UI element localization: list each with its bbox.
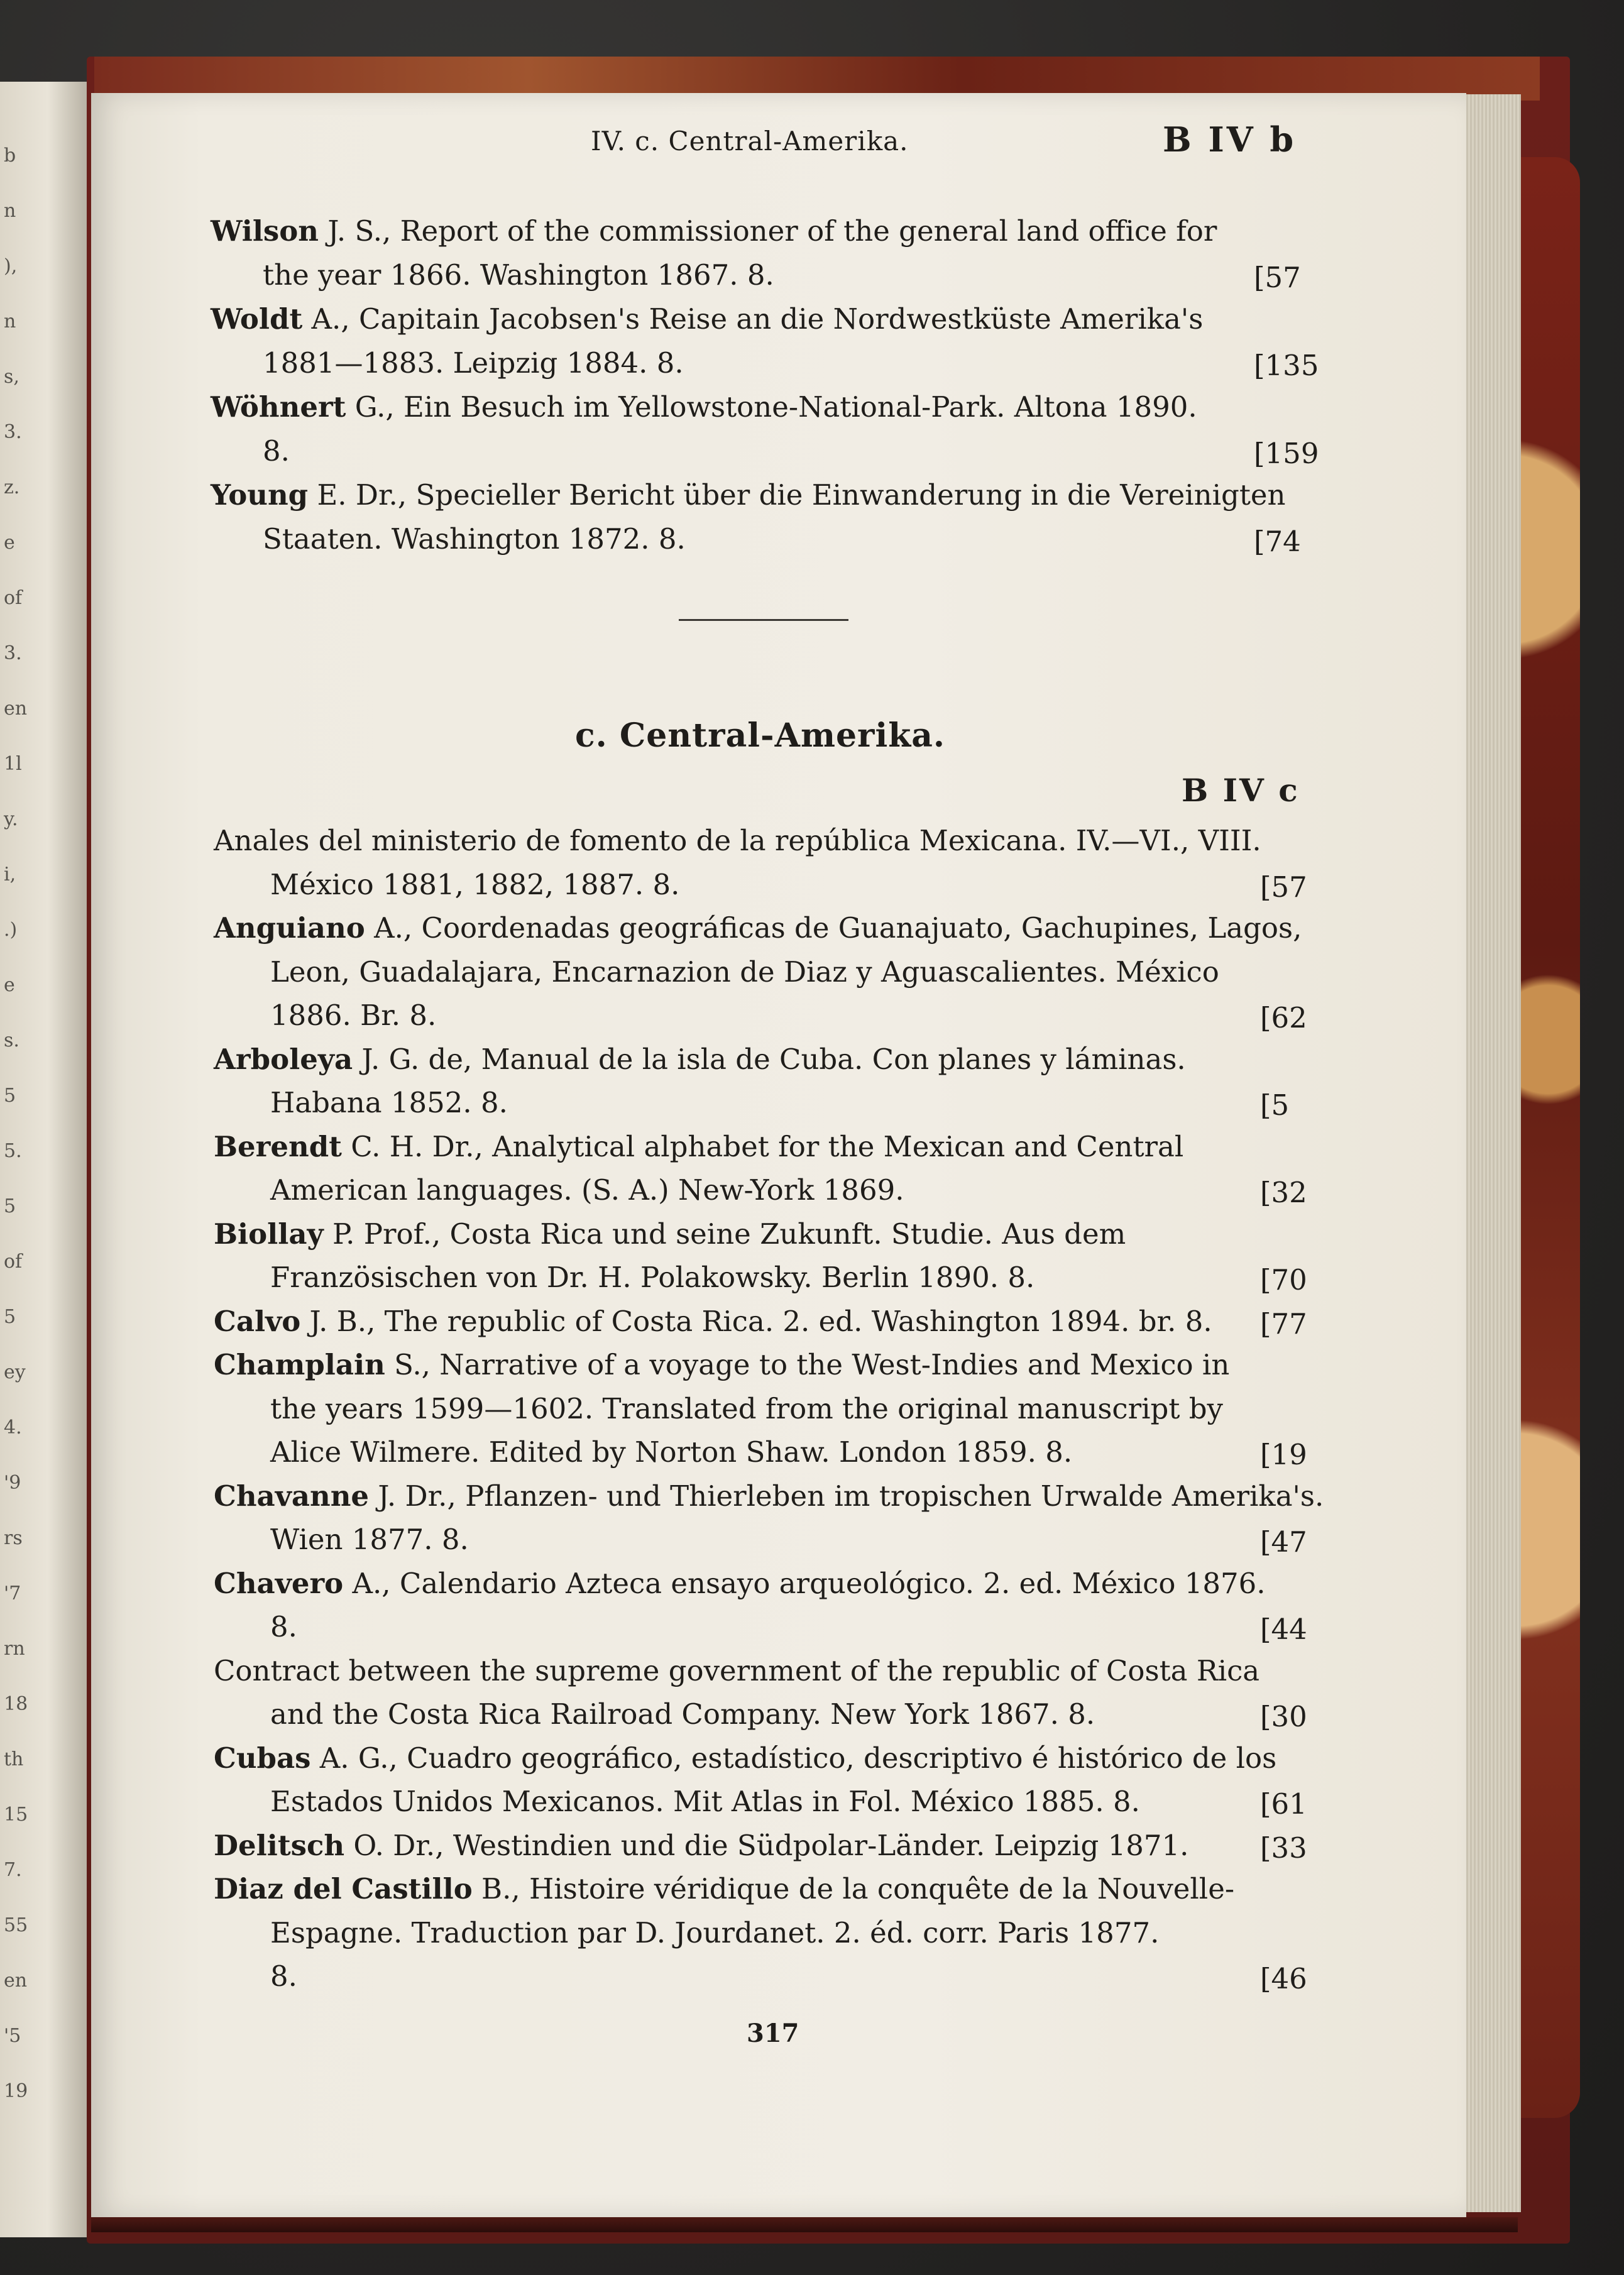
entry-text: J. S., Report of the commissioner of the general land office for xyxy=(319,214,1217,248)
entry-text: O. Dr., Westindien und die Südpolar-Länder. Leipzig 1871. xyxy=(344,1828,1189,1862)
entry-text: C. H. Dr., Analytical alphabet for the Mexican and Central xyxy=(341,1129,1184,1163)
left-margin-fragment: '9 xyxy=(4,1472,21,1494)
left-margin-fragment: s, xyxy=(4,366,19,388)
entry-line xyxy=(263,434,290,468)
entry-text: Wien 1877. 8. xyxy=(270,1523,469,1556)
left-margin-fragment: 5. xyxy=(4,1140,22,1162)
left-margin-fragment: n xyxy=(4,310,16,332)
entry-text: Alice Wilmere. Edited by Norton Shaw. London 1859. 8. xyxy=(270,1435,1073,1469)
left-margin-fragment: of xyxy=(4,1251,23,1273)
entry-number: [32 xyxy=(1260,1176,1307,1209)
entry-line xyxy=(270,955,1219,989)
left-margin-fragment: 5 xyxy=(4,1306,16,1328)
entry-line xyxy=(214,1042,1186,1076)
entry-line xyxy=(270,1088,508,1117)
entry-line xyxy=(263,346,684,380)
left-margin-fragment: 18 xyxy=(4,1693,28,1715)
entry-text: S., Narrative of a voyage to the West-Indies and Mexico in xyxy=(385,1348,1230,1381)
entry-line xyxy=(214,1653,1260,1687)
entry-text: 8. xyxy=(270,1610,297,1643)
left-margin-fragment: rn xyxy=(4,1638,25,1660)
section-divider xyxy=(679,619,848,621)
entry-text: and the Costa Rica Railroad Company. New York 1867. 8. xyxy=(270,1697,1095,1731)
entry-number: [57 xyxy=(1254,261,1301,294)
left-margin-fragment: e xyxy=(4,974,15,996)
entry-number: [47 xyxy=(1260,1525,1307,1559)
entry-author: Delitsch xyxy=(214,1828,345,1862)
entry-line xyxy=(270,1391,1223,1425)
left-margin-fragment: 7. xyxy=(4,1859,22,1881)
entry-line xyxy=(270,1173,904,1207)
entry-author: Champlain xyxy=(214,1348,385,1381)
left-margin-fragment: .) xyxy=(4,919,18,941)
entry-line xyxy=(211,390,1197,424)
left-margin-fragment: 19 xyxy=(4,2080,28,2102)
entry-line xyxy=(270,1916,1160,1949)
entry-line xyxy=(270,1525,469,1554)
entry-line xyxy=(270,1787,1140,1816)
entry-text: E. Dr., Specieller Bericht über die Einwanderung in die Vereinigten xyxy=(308,478,1286,512)
entry-text: Contract between the supreme government of the republic of Costa Rica xyxy=(214,1653,1260,1687)
left-margin-fragment: 4. xyxy=(4,1417,22,1439)
entry-author: Chavanne xyxy=(214,1479,370,1513)
left-margin-fragment: b xyxy=(4,145,16,167)
entry-line xyxy=(214,1872,1235,1905)
entry-number: [46 xyxy=(1260,1962,1307,1995)
entry-text: A., Capitain Jacobsen's Reise an die Nordwestküste Amerika's xyxy=(302,302,1204,336)
entry-text: Französischen von Dr. H. Polakowsky. Berlin 1890. 8. xyxy=(270,1261,1035,1294)
entry-number: [19 xyxy=(1260,1438,1307,1471)
entry-author: Wöhnert xyxy=(211,390,346,424)
entry-number: [61 xyxy=(1260,1787,1307,1821)
left-margin-fragment: 55 xyxy=(4,1914,28,1936)
entry-text: Leon, Guadalajara, Encarnazion de Diaz y Aguascalientes. México xyxy=(270,955,1219,989)
entry-author: Diaz del Castillo xyxy=(214,1872,473,1905)
left-margin-fragment: en xyxy=(4,698,28,720)
entry-number: [159 xyxy=(1254,437,1319,470)
entry-line xyxy=(270,1697,1095,1731)
left-margin-fragment: 5 xyxy=(4,1195,16,1217)
section-title: c. Central-Amerika. xyxy=(575,716,946,755)
entry-line xyxy=(214,1304,1212,1338)
entry-line xyxy=(214,1129,1184,1163)
entry-text: A. G., Cuadro geográfico, estadístico, descriptivo é histórico de los xyxy=(310,1741,1277,1775)
entry-text: the year 1866. Washington 1867. 8. xyxy=(263,258,774,292)
entry-author: Woldt xyxy=(211,302,303,336)
entry-text: Espagne. Traduction par D. Jourdanet. 2. éd. corr. Paris 1877. xyxy=(270,1916,1160,1949)
entry-line xyxy=(270,1610,297,1643)
left-margin-fragment: 3. xyxy=(4,421,22,443)
left-margin-fragment: i, xyxy=(4,863,16,885)
entry-author: Anguiano xyxy=(214,911,365,945)
left-margin-fragment: 3. xyxy=(4,642,22,664)
entry-line xyxy=(214,826,1261,855)
entry-text: J. G. de, Manual de la isla de Cuba. Con planes y láminas. xyxy=(353,1042,1186,1076)
left-margin-fragment: 1l xyxy=(4,753,22,775)
entry-author: Chavero xyxy=(214,1566,344,1600)
left-margin-fragment: ), xyxy=(4,255,18,277)
entry-text: 8. xyxy=(263,434,290,468)
left-margin-fragment: en xyxy=(4,1970,28,1992)
entry-line xyxy=(263,258,774,292)
entry-text: American languages. (S. A.) New-York 1869. xyxy=(270,1173,904,1207)
entry-author: Cubas xyxy=(214,1741,311,1775)
entry-number: [74 xyxy=(1254,525,1301,558)
left-page-text-fragments xyxy=(0,82,28,2237)
entry-number: [77 xyxy=(1260,1307,1307,1340)
left-margin-fragment: 5 xyxy=(4,1085,16,1107)
entry-number: [33 xyxy=(1260,1831,1307,1865)
entry-line xyxy=(263,522,686,556)
section-code-top: B IV b xyxy=(1163,119,1297,160)
entry-line xyxy=(214,1566,1266,1600)
entry-author: Young xyxy=(211,478,309,512)
entry-author: Arboleya xyxy=(214,1042,353,1076)
section-code: B IV c xyxy=(1182,772,1300,809)
left-margin-fragment: '7 xyxy=(4,1582,21,1604)
left-margin-fragment: of xyxy=(4,587,23,609)
entry-number: [135 xyxy=(1254,349,1319,382)
entry-number: [5 xyxy=(1260,1088,1290,1122)
entry-text: A., Calendario Azteca ensayo arqueológico. 2. ed. México 1876. xyxy=(343,1566,1266,1600)
entry-text: J. B., The republic of Costa Rica. 2. ed. Washington 1894. br. 8. xyxy=(300,1304,1212,1338)
entry-text: B., Histoire véridique de la conquête de la Nouvelle- xyxy=(472,1872,1235,1905)
entry-line xyxy=(270,1435,1073,1469)
entry-number: [44 xyxy=(1260,1613,1307,1646)
entry-line xyxy=(270,867,680,901)
entry-text: Staaten. Washington 1872. 8. xyxy=(263,522,686,556)
entry-author: Biollay xyxy=(214,1217,324,1251)
entry-number: [62 xyxy=(1260,1001,1307,1034)
entry-text: A., Coordenadas geográficas de Guanajuato, Gachupines, Lagos, xyxy=(365,911,1302,945)
entry-text: the years 1599—1602. Translated from the original manuscript by xyxy=(270,1391,1223,1425)
entry-number: [70 xyxy=(1260,1263,1307,1296)
entry-text: P. Prof., Costa Rica und seine Zukunft. Studie. Aus dem xyxy=(323,1217,1126,1251)
left-margin-fragment: y. xyxy=(4,808,18,830)
left-margin-fragment: z. xyxy=(4,476,20,498)
entry-line xyxy=(214,1741,1277,1775)
entry-author: Berendt xyxy=(214,1129,342,1163)
entry-text: 8. xyxy=(270,1960,297,1993)
entry-line xyxy=(214,911,1302,945)
left-margin-fragment: ey xyxy=(4,1361,26,1383)
entry-text: J. Dr., Pflanzen- und Thierleben im tropischen Urwalde Amerika's. xyxy=(369,1479,1324,1513)
entry-text: 1886. Br. 8. xyxy=(270,999,437,1032)
entry-author: Wilson xyxy=(211,214,319,248)
entry-text: 1881—1883. Leipzig 1884. 8. xyxy=(263,346,684,380)
cover-bottom-edge xyxy=(91,2217,1518,2232)
entry-line xyxy=(214,1479,1324,1513)
entry-number: [57 xyxy=(1260,870,1307,904)
left-margin-fragment: n xyxy=(4,200,16,222)
left-page-edge xyxy=(0,82,87,2237)
entry-line xyxy=(211,478,1286,512)
entry-line xyxy=(214,1828,1189,1862)
entry-line xyxy=(270,999,437,1032)
entry-line xyxy=(211,214,1217,248)
entry-text: G., Ein Besuch im Yellowstone-National-Park. Altona 1890. xyxy=(346,390,1197,424)
left-margin-fragment: s. xyxy=(4,1029,19,1051)
entry-text: Estados Unidos Mexicanos. Mit Atlas in Fol. México 1885. 8. xyxy=(270,1785,1140,1818)
entry-text: Habana 1852. 8. xyxy=(270,1086,508,1119)
entry-number: [30 xyxy=(1260,1700,1307,1733)
entry-author: Calvo xyxy=(214,1304,301,1338)
entry-line xyxy=(211,302,1204,336)
entry-line xyxy=(214,1348,1230,1381)
page-number: 317 xyxy=(747,2019,799,2048)
page-edges xyxy=(1464,94,1521,2212)
left-margin-fragment: rs xyxy=(4,1527,23,1549)
entry-text: México 1881, 1882, 1887. 8. xyxy=(270,867,680,901)
entry-line xyxy=(270,1261,1035,1294)
entry-text: Anales del ministerio de fomento de la república Mexicana. IV.—VI., VIII. xyxy=(214,824,1261,857)
left-margin-fragment: '5 xyxy=(4,2025,21,2047)
entry-line xyxy=(270,1960,297,1993)
left-margin-fragment: th xyxy=(4,1748,24,1770)
running-head: IV. c. Central-Amerika. xyxy=(591,126,909,156)
left-margin-fragment: 15 xyxy=(4,1804,28,1826)
left-margin-fragment: e xyxy=(4,532,15,554)
entry-line xyxy=(214,1217,1126,1251)
